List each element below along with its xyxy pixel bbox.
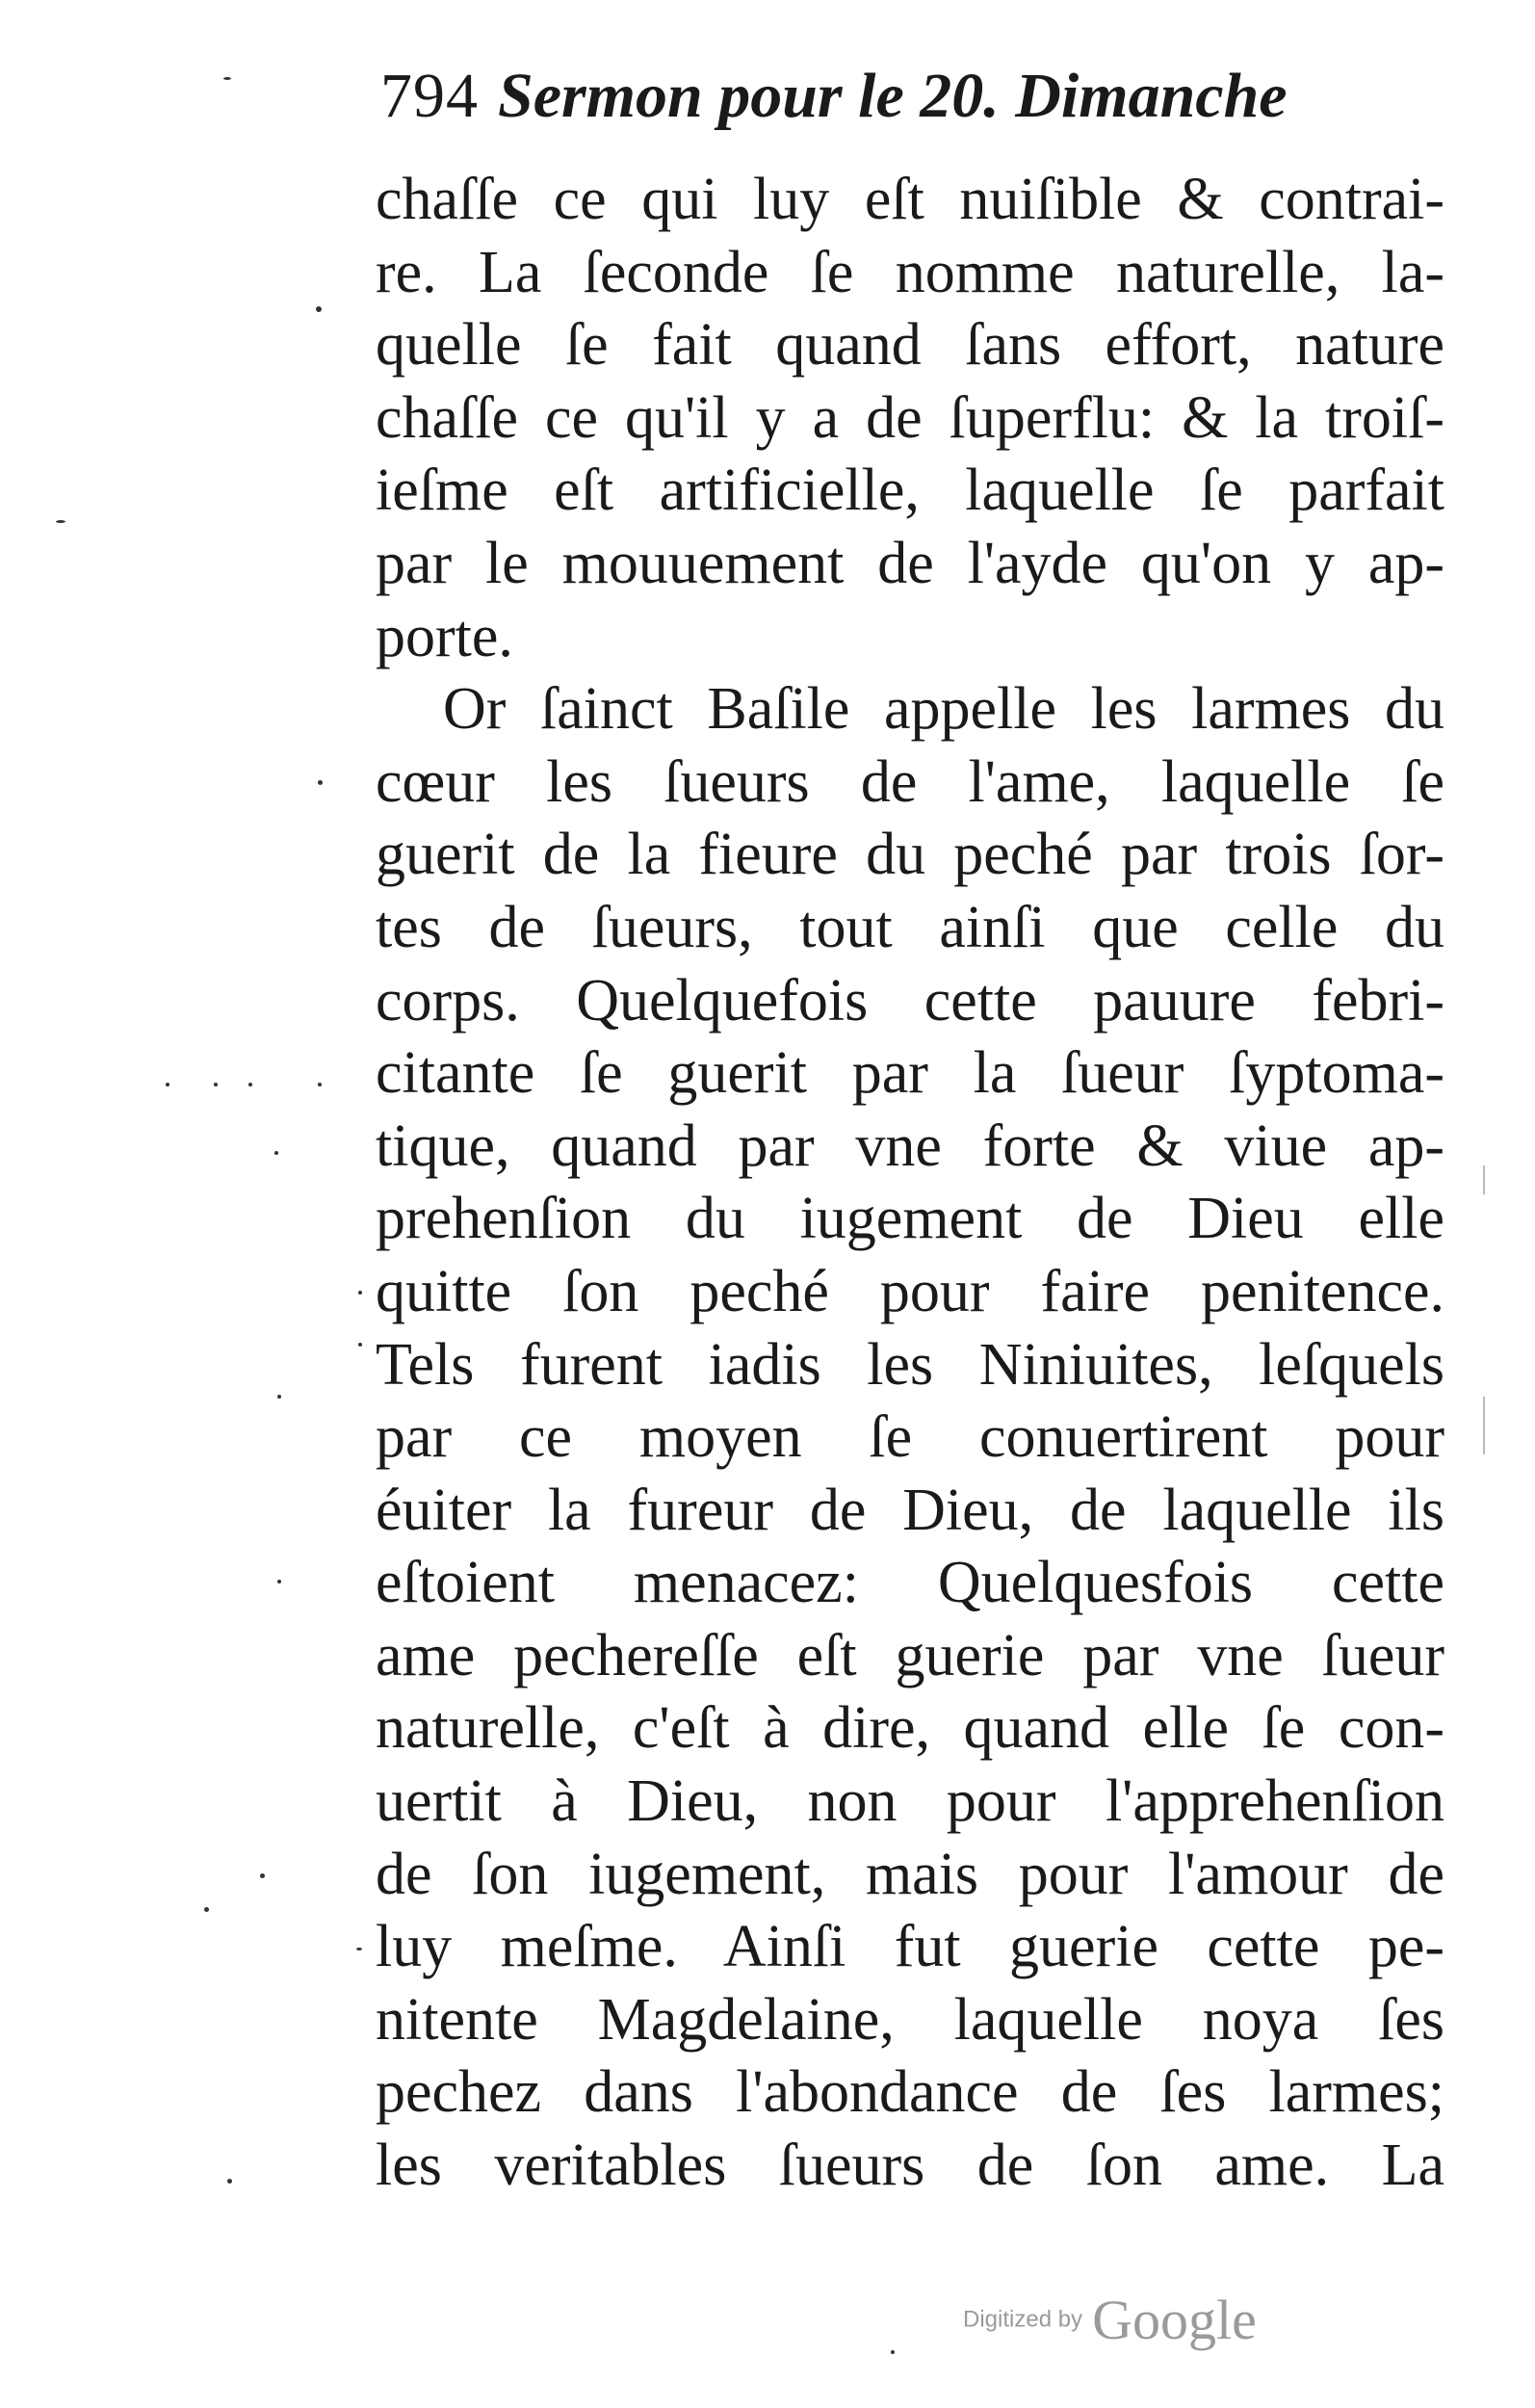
text-line: prehenſion du iugement de Dieu elle bbox=[376, 1186, 1444, 1252]
text-line: par ce moyen ſe conuertirent pour bbox=[376, 1404, 1444, 1471]
scan-speck bbox=[318, 1083, 322, 1086]
page-header bbox=[380, 60, 1343, 156]
text-line: luy meſme. Ainſi fut guerie cette pe- bbox=[376, 1914, 1444, 1980]
scan-speck bbox=[277, 1580, 281, 1584]
text-line: tique, quand par vne forte & viue ap- bbox=[376, 1112, 1444, 1179]
scan-speck bbox=[358, 1343, 362, 1347]
scan-speck bbox=[214, 1083, 218, 1086]
text-line: pechez dans l'abondance de ſes larmes; bbox=[376, 2059, 1444, 2126]
text-line: chaſſe ce qu'il y a de ſuperflu: & la troiſ- bbox=[376, 384, 1444, 451]
scan-speck bbox=[260, 1873, 265, 1878]
scan-speck bbox=[318, 780, 323, 785]
scan-speck bbox=[277, 1395, 281, 1399]
text-line: naturelle, c'eſt à dire, quand elle ſe con- bbox=[376, 1695, 1444, 1762]
scan-speck bbox=[356, 1948, 362, 1950]
scan-speck bbox=[891, 2350, 895, 2354]
scan-speck bbox=[223, 77, 231, 80]
scan-speck bbox=[1483, 1165, 1485, 1194]
text-line: porte. bbox=[376, 603, 513, 669]
text-line: quitte ſon peché pour faire penitence. bbox=[376, 1258, 1444, 1324]
scan-speck bbox=[1483, 1397, 1485, 1454]
text-line: par le mouuement de l'ayde qu'on y ap- bbox=[376, 530, 1444, 596]
text-line: guerit de la fieure du peché par trois ſor- bbox=[376, 822, 1444, 888]
scan-speck bbox=[56, 520, 65, 523]
scan-speck bbox=[358, 1291, 362, 1295]
text-line: éuiter la fureur de Dieu, de laquelle ils bbox=[376, 1477, 1444, 1543]
text-line: eſtoient menacez: Quelquesfois cette bbox=[376, 1550, 1444, 1616]
text-line: corps. Quelquefois cette pauure febri- bbox=[376, 967, 1444, 1034]
running-title: Sermon pour le 20. Dimanche bbox=[498, 61, 1288, 131]
text-line: ame pechereſſe eſt guerie par vne ſueur bbox=[376, 1622, 1444, 1688]
text-line: ieſme eſt artificielle, laquelle ſe parfait bbox=[376, 458, 1444, 524]
text-line: de ſon iugement, mais pour l'amour de bbox=[376, 1841, 1444, 1907]
scan-speck bbox=[274, 1151, 278, 1155]
body-text bbox=[376, 164, 1444, 2203]
text-line: cœur les ſueurs de l'ame, laquelle ſe bbox=[376, 748, 1444, 815]
scan-speck bbox=[204, 1907, 209, 1912]
text-line: chaſſe ce qui luy eſt nuiſible & contrai- bbox=[376, 167, 1444, 232]
scan-speck bbox=[316, 306, 322, 312]
text-line: Tels furent iadis les Niniuites, leſquels bbox=[376, 1331, 1444, 1398]
text-line: Or ſainct Baſile appelle les larmes du bbox=[443, 676, 1444, 743]
text-line: re. La ſeconde ſe nomme naturelle, la- bbox=[376, 239, 1444, 305]
scan-speck bbox=[248, 1083, 252, 1086]
text-line: tes de ſueurs, tout ainſi que celle du bbox=[376, 894, 1444, 960]
digitized-label: Digitized by bbox=[963, 2306, 1083, 2333]
digitized-watermark bbox=[963, 2288, 1310, 2365]
text-line: nitente Magdelaine, laquelle noya ſes bbox=[376, 1986, 1444, 2053]
text-line: uertit à Dieu, non pour l'apprehenſion bbox=[376, 1768, 1444, 1835]
text-line: les veritables ſueurs de ſon ame. La bbox=[376, 2133, 1444, 2199]
text-line: citante ſe guerit par la ſueur ſyptoma- bbox=[376, 1040, 1444, 1107]
google-logo: Google bbox=[1092, 2289, 1257, 2351]
text-line: quelle ſe fait quand ſans effort, nature bbox=[376, 312, 1444, 379]
scan-speck bbox=[166, 1083, 169, 1086]
scan-speck bbox=[227, 2179, 232, 2184]
page-number: 794 bbox=[380, 61, 479, 131]
